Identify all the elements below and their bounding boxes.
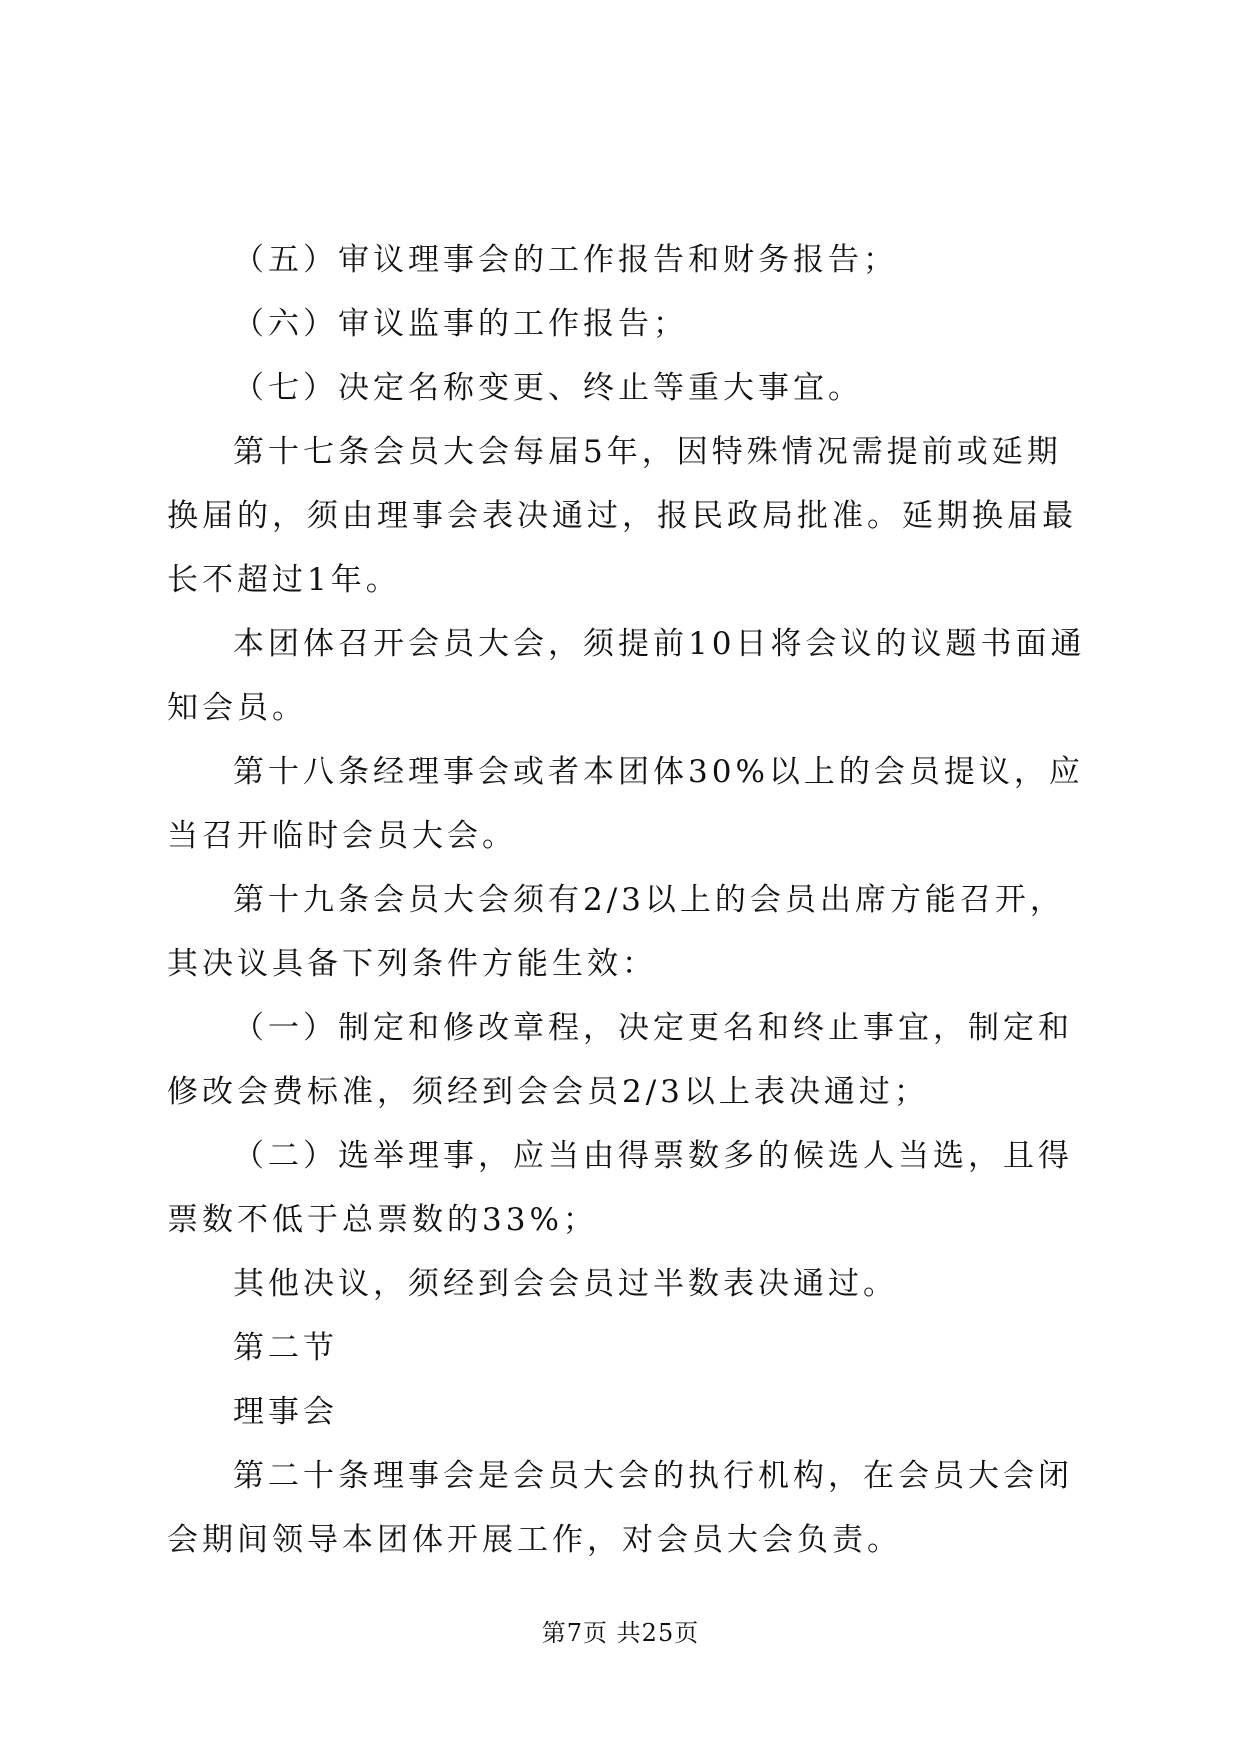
page-number-footer: 第7页 共25页 (541, 1619, 700, 1647)
article-20-paragraph: 第二十条理事会是会员大会的执行机构，在会员大会闭会期间领导本团体开展工作，对会员大会负责。 (167, 1458, 1073, 1558)
paragraph-item-5: （五）审议理事会的工作报告和财务报告； (233, 242, 898, 278)
document-body (167, 228, 1087, 1572)
condition-item-2: （二）选举理事，应当由得票数多的候选人当选，且得票数不低于总票数的33%； (167, 1138, 1073, 1238)
meeting-notice-paragraph: 本团体召开会员大会，须提前10日将会议的议题书面通知会员。 (167, 626, 1086, 726)
other-resolutions-paragraph: 其他决议，须经到会会员过半数表决通过。 (233, 1266, 898, 1302)
paragraph-item-6: （六）审议监事的工作报告； (233, 306, 688, 342)
section-title: 理事会 (233, 1394, 338, 1430)
article-19-paragraph: 第十九条会员大会须有2/3以上的会员出席方能召开，其决议具备下列条件方能生效： (167, 882, 1065, 982)
article-17-paragraph: 第十七条会员大会每届5年，因特殊情况需提前或延期换届的，须由理事会表决通过，报民政局批准。延期换届最长不超过1年。 (167, 434, 1077, 598)
article-18-paragraph: 第十八条经理事会或者本团体30%以上的会员提议，应当召开临时会员大会。 (167, 754, 1084, 854)
paragraph-item-7: （七）决定名称变更、终止等重大事宜。 (233, 370, 863, 406)
section-heading: 第二节 (233, 1330, 338, 1366)
condition-item-1: （一）制定和修改章程，决定更名和终止事宜，制定和修改会费标准，须经到会会员2/3以上表决通过； (167, 1010, 1073, 1110)
